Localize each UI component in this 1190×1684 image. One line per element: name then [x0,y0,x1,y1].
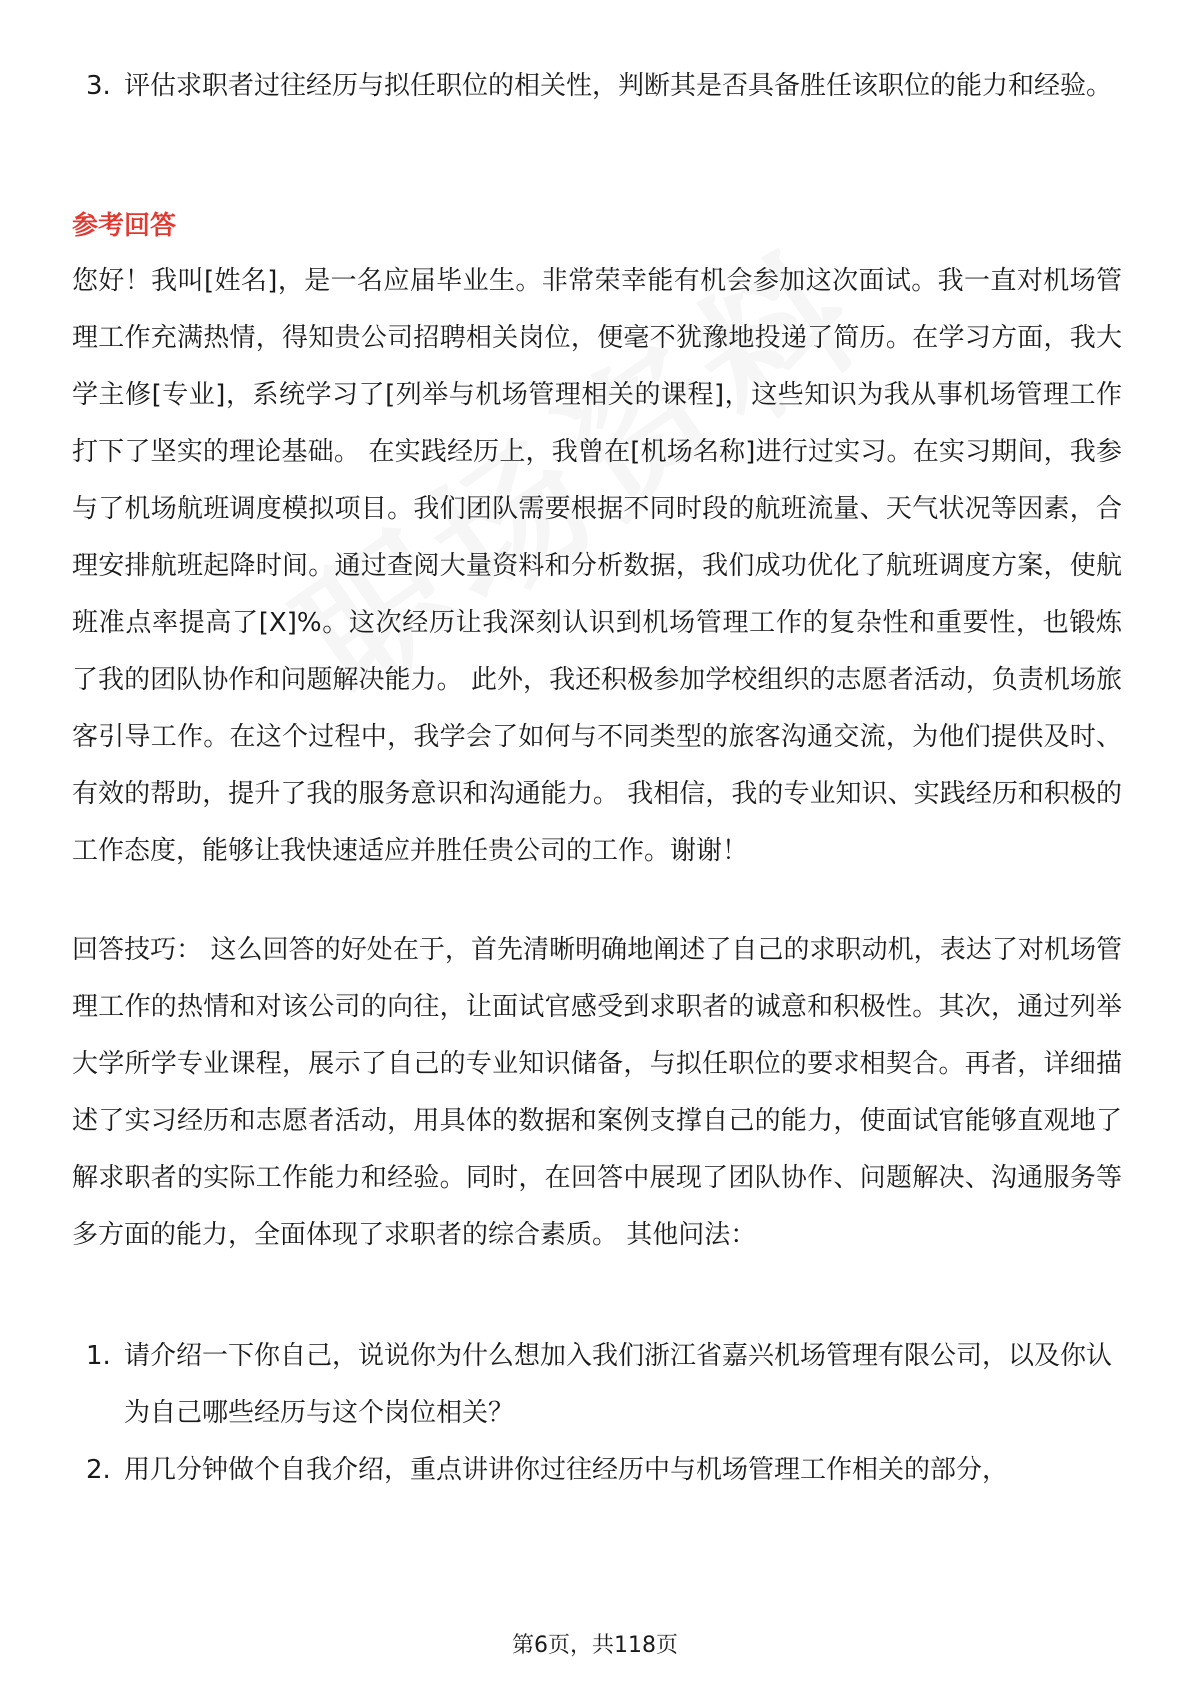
list-item-text: 评估求职者过往经历与拟任职位的相关性，判断其是否具备胜任该职位的能力和经验。 [124,71,1113,101]
list-item-number: 3. [86,71,111,101]
tips-paragraph: 回答技巧： 这么回答的好处在于，首先清晰明确地阐述了自己的求职动机，表达了对机场管理工作的热情和对该公司的向往，让面试官感受到求职者的诚意和积极性。其次，通过列举大学所学专业课程，展示了自己的专业知识储备，与拟任职位的要求相契合。再者，详细描述了实习经历和志愿者活动，用具体的数据和案例支撑自己的能力，使面试官能够直观地了解求职者的实际工作能力和经验。同时，在回答中展现了团队协作、问题解决、沟通服务等多方面的能力，全面体现了求职者的综合素质。 其他问法： [72,935,1122,1250]
list-item-text: 用几分钟做个自我介绍，重点讲讲你过往经历中与机场管理工作相关的部分， [124,1455,1009,1485]
evaluation-list [72,58,1122,115]
page-footer: 第6页，共118页 [512,1633,678,1658]
list-item-text: 请介绍一下你自己，说说你为什么想加入我们浙江省嘉兴机场管理有限公司，以及你认为自己哪些经历与这个岗位相关？ [124,1341,1113,1428]
answer-paragraph: 您好！我叫[姓名]，是一名应届毕业生。非常荣幸能有机会参加这次面试。我一直对机场管理工作充满热情，得知贵公司招聘相关岗位，便毫不犹豫地投递了简历。在学习方面，我大学主修[专业]，系统学习了[列举与机场管理相关的课程]，这些知识为我从事机场管理工作打下了坚实的理论基础。 在实践经历上，我曾在[机场名称]进行过实习。在实习期间，我参与了机场航班调度模拟项目。我们团队需要根据不同时段的航班流量、天气状况等因素，合理安排航班起降时间。通过查阅大量资料和分析数据，我们成功优化了航班调度方案，使航班准点率提高了[X]%。这次经历让我深刻认识到机场管理工作的复杂性和重要性，也锻炼了我的团队协作和问题解决能力。 此外，我还积极参加学校组织的志愿者活动，负责机场旅客引导工作。在这个过程中，我学会了如何与不同类型的旅客沟通交流，为他们提供及时、有效的帮助，提升了我的服务意识和沟通能力。 我相信，我的专业知识、实践经历和积极的工作态度，能够让我快速适应并胜任贵公司的工作。谢谢！ [72,266,1122,866]
section-heading-reference-answer: 参考回答 [72,211,177,241]
other-questions-list [72,1328,1122,1499]
list-item [72,1328,1122,1442]
list-item [72,1442,1122,1499]
list-item [72,58,1122,115]
list-item-number: 1. [86,1341,111,1371]
list-item-number: 2. [86,1455,111,1485]
